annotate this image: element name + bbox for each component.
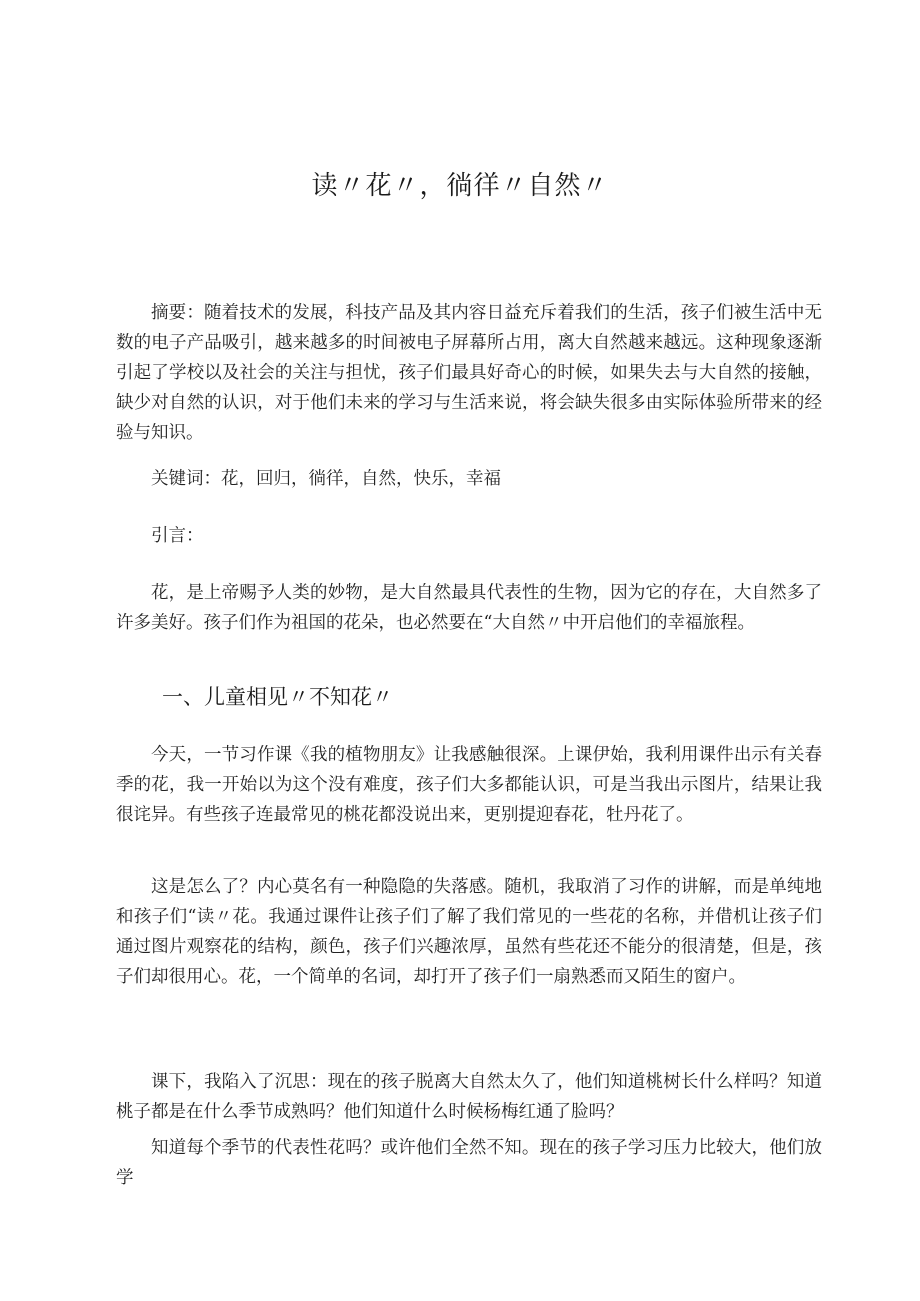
body-paragraph-2: 这是怎么了？内心莫名有一种隐隐的失落感。随机，我取消了习作的讲解，而是单纯地和孩子们“读〃花。我通过课件让孩子们了解了我们常见的一些花的名称，并借机让孩子们通过图片观察花的结构，颜色，孩子们兴趣浓厚，虽然有些花还不能分的很清楚，但是，孩子们却很用心。花，一个简单的名词，却打开了孩子们一扇熟悉而又陌生的窗户。 [116,877,822,987]
body-paragraph-4: 知道每个季节的代表性花吗？或许他们全然不知。现在的孩子学习压力比较大，他们放学 [116,1138,822,1188]
intro-paragraph: 花，是上帝赐予人类的妙物，是大自然最具代表性的生物，因为它的存在，大自然多了许多美好。孩子们作为祖国的花朵，也必然要在“大自然〃中开启他们的幸福旅程。 [116,583,822,633]
intro-label: 引言： [151,526,204,546]
document-title: 读〃花〃，徜徉〃自然〃 [311,171,609,201]
abstract-paragraph: 摘要：随着技术的发展，科技产品及其内容日益充斥着我们的生活，孩子们被生活中无数的电子产品吸引，越来越多的时间被电子屏幕所占用，离大自然越来越远。这种现象逐渐引起了学校以及社会的关注与担忧，孩子们最具好奇心的时候，如果失去与大自然的接触，缺少对自然的认识，对于他们未来的学习与生活来说，将会缺失很多由实际体验所带来的经验与知识。 [116,303,822,443]
body-paragraph-3: 课下，我陷入了沉思：现在的孩子脱离大自然太久了，他们知道桃树长什么样吗？知道桃子都是在什么季节成熟吗？他们知道什么时候杨梅红通了脸吗？ [116,1072,822,1122]
section-heading: 一、儿童相见〃不知花〃 [162,685,393,709]
keywords-line: 关键词：花，回归，徜徉，自然，快乐，幸福 [151,469,501,489]
body-paragraph-1: 今天，一节习作课《我的植物朋友》让我感触很深。上课伊始，我利用课件出示有关春季的花，我一开始以为这个没有难度，孩子们大多都能认识，可是当我出示图片，结果让我很诧异。有些孩子连最常见的桃花都没说出来，更别提迎春花，牡丹花了。 [116,745,822,825]
